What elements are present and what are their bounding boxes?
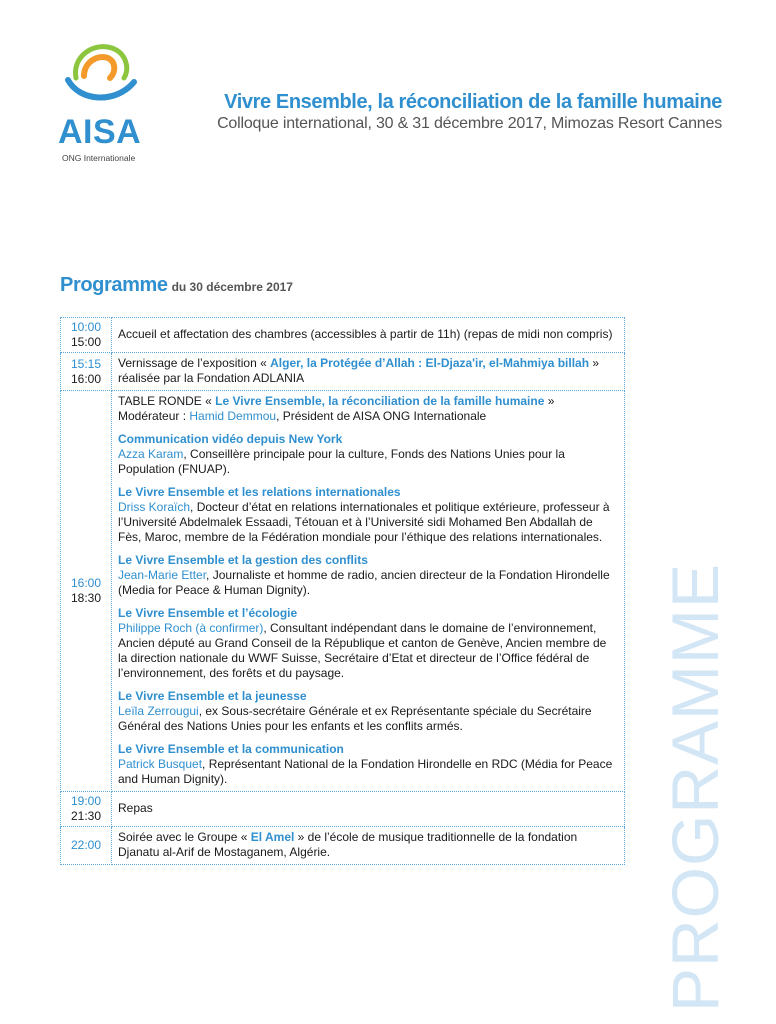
row-text: Repas bbox=[118, 801, 153, 815]
end-time: 21:30 bbox=[70, 809, 102, 823]
session-title: Le Vivre Ensemble et la gestion des conflits bbox=[118, 553, 368, 567]
time-cell bbox=[61, 353, 112, 391]
table-ronde-pre: TABLE RONDE « bbox=[118, 394, 216, 408]
speaker-bio: , Docteur d’état en relations internationales et politique extérieure, professeur à l’Université Abdelmalek Essaadi, Tétouan et à l’Université sidi Mohamed Ben Abdallah de Fès, Maroc, membre de la Fédération mondiale pour l’éthique des relations internationales. bbox=[118, 500, 610, 544]
time-cell bbox=[61, 827, 112, 865]
programme-table bbox=[60, 317, 625, 865]
header bbox=[217, 90, 722, 134]
group-name: El Amel bbox=[250, 830, 295, 844]
table-row bbox=[61, 353, 625, 391]
session-title: Le Vivre Ensemble et la communication bbox=[118, 742, 344, 756]
speaker-name: Leïla Zerrougui bbox=[118, 704, 199, 718]
time-cell bbox=[61, 318, 112, 353]
start-time: 19:00 bbox=[70, 794, 102, 808]
table-row bbox=[61, 318, 625, 353]
row-text-post: » réalisée par la Fondation ADLANIA bbox=[118, 356, 600, 385]
speaker-name: Patrick Busquet bbox=[118, 757, 203, 771]
row-text: Accueil et affectation des chambres (accessibles à partir de 11h) (repas de midi non compris) bbox=[118, 327, 613, 341]
start-time: 22:00 bbox=[70, 838, 102, 852]
table-ronde-post: » bbox=[544, 394, 555, 408]
speaker-bio: , Journaliste et homme de radio, ancien directeur de la Fondation Hirondelle (Media for Peace & Human Dignity). bbox=[118, 568, 610, 597]
speaker-bio: , Représentant National de la Fondation Hirondelle en RDC (Média for Peace and Human Dignity). bbox=[118, 757, 613, 786]
time-cell bbox=[61, 792, 112, 827]
row-text-post: » de l’école de musique traditionnelle de la fondation Djanatu al-Arif de Mostaganem, Algérie. bbox=[118, 830, 578, 859]
session-title: Le Vivre Ensemble et les relations internationales bbox=[118, 485, 401, 499]
session-block bbox=[118, 742, 618, 787]
session-title: Le Vivre Ensemble et l’écologie bbox=[118, 606, 298, 620]
start-time: 10:00 bbox=[70, 320, 102, 334]
description-cell bbox=[112, 318, 625, 353]
table-row bbox=[61, 792, 625, 827]
session-block bbox=[118, 485, 618, 545]
session-block bbox=[118, 432, 618, 477]
description-cell bbox=[112, 391, 625, 792]
table-row bbox=[61, 391, 625, 792]
moderator-role: , Président de AISA ONG Internationale bbox=[276, 409, 487, 423]
session-block bbox=[118, 553, 618, 598]
moderator-name: Hamid Demmou bbox=[189, 409, 277, 423]
speaker-name: Driss Koraïch bbox=[118, 500, 191, 514]
description-cell bbox=[112, 792, 625, 827]
side-label: PROGRAMME bbox=[658, 562, 732, 1012]
session-title: Le Vivre Ensemble et la jeunesse bbox=[118, 689, 307, 703]
page-title: Vivre Ensemble, la réconciliation de la famille humaine bbox=[224, 91, 722, 113]
speaker-name: Azza Karam bbox=[118, 447, 184, 461]
end-time: 15:00 bbox=[70, 335, 102, 349]
table-ronde-block bbox=[118, 394, 618, 424]
programme-title: Programme bbox=[60, 274, 168, 296]
speaker-bio: , Consultant indépendant dans le domaine de l’environnement, Ancien député au Grand Conseil de la République et canton de Genève, Ancien membre de la direction nationale du WWF Suisse, Secrétaire d’Etat et directeur de l’Office fédéral de l’environnement, des forêts et du paysage. bbox=[118, 621, 607, 680]
exhibition-title: Alger, la Protégée d’Allah : El-Djaza'ir, el-Mahmiya billah bbox=[270, 356, 590, 370]
description-cell bbox=[112, 827, 625, 865]
row-text-pre: Soirée avec le Groupe « bbox=[118, 830, 251, 844]
end-time: 16:00 bbox=[70, 371, 102, 386]
moderator-label: Modérateur : bbox=[118, 409, 190, 423]
page-subtitle: Colloque international, 30 & 31 décembre 2017, Mimozas Resort Cannes bbox=[217, 115, 722, 132]
speaker-name: Jean-Marie Etter bbox=[118, 568, 207, 582]
session-title: Communication vidéo depuis New York bbox=[118, 432, 343, 446]
row-text-pre: Vernissage de l’exposition « bbox=[118, 356, 271, 370]
logo-text: AISA bbox=[58, 113, 142, 151]
speaker-bio: , ex Sous-secrétaire Générale et ex Représentante spéciale du Secrétaire Général des Nations Unies pour les enfants et les conflits armés. bbox=[118, 704, 592, 733]
table-ronde-title: Le Vivre Ensemble, la réconciliation de la famille humaine bbox=[215, 394, 545, 408]
programme-heading bbox=[60, 274, 293, 297]
programme-date: du 30 décembre 2017 bbox=[171, 280, 293, 294]
speaker-bio: , Conseillère principale pour la culture, Fonds des Nations Unies pour la Population (FNUAP). bbox=[118, 447, 565, 476]
session-block bbox=[118, 689, 618, 734]
aisa-logo bbox=[54, 38, 146, 168]
aisa-logo-icon bbox=[64, 38, 138, 110]
logo-subtitle: ONG Internationale bbox=[62, 153, 136, 163]
description-cell bbox=[112, 353, 625, 391]
start-time: 15:15 bbox=[70, 356, 102, 371]
time-cell bbox=[61, 391, 112, 792]
table-row bbox=[61, 827, 625, 865]
speaker-name: Philippe Roch (à confirmer) bbox=[118, 621, 264, 635]
end-time: 18:30 bbox=[70, 591, 102, 605]
session-block bbox=[118, 606, 618, 681]
start-time: 16:00 bbox=[70, 576, 102, 590]
